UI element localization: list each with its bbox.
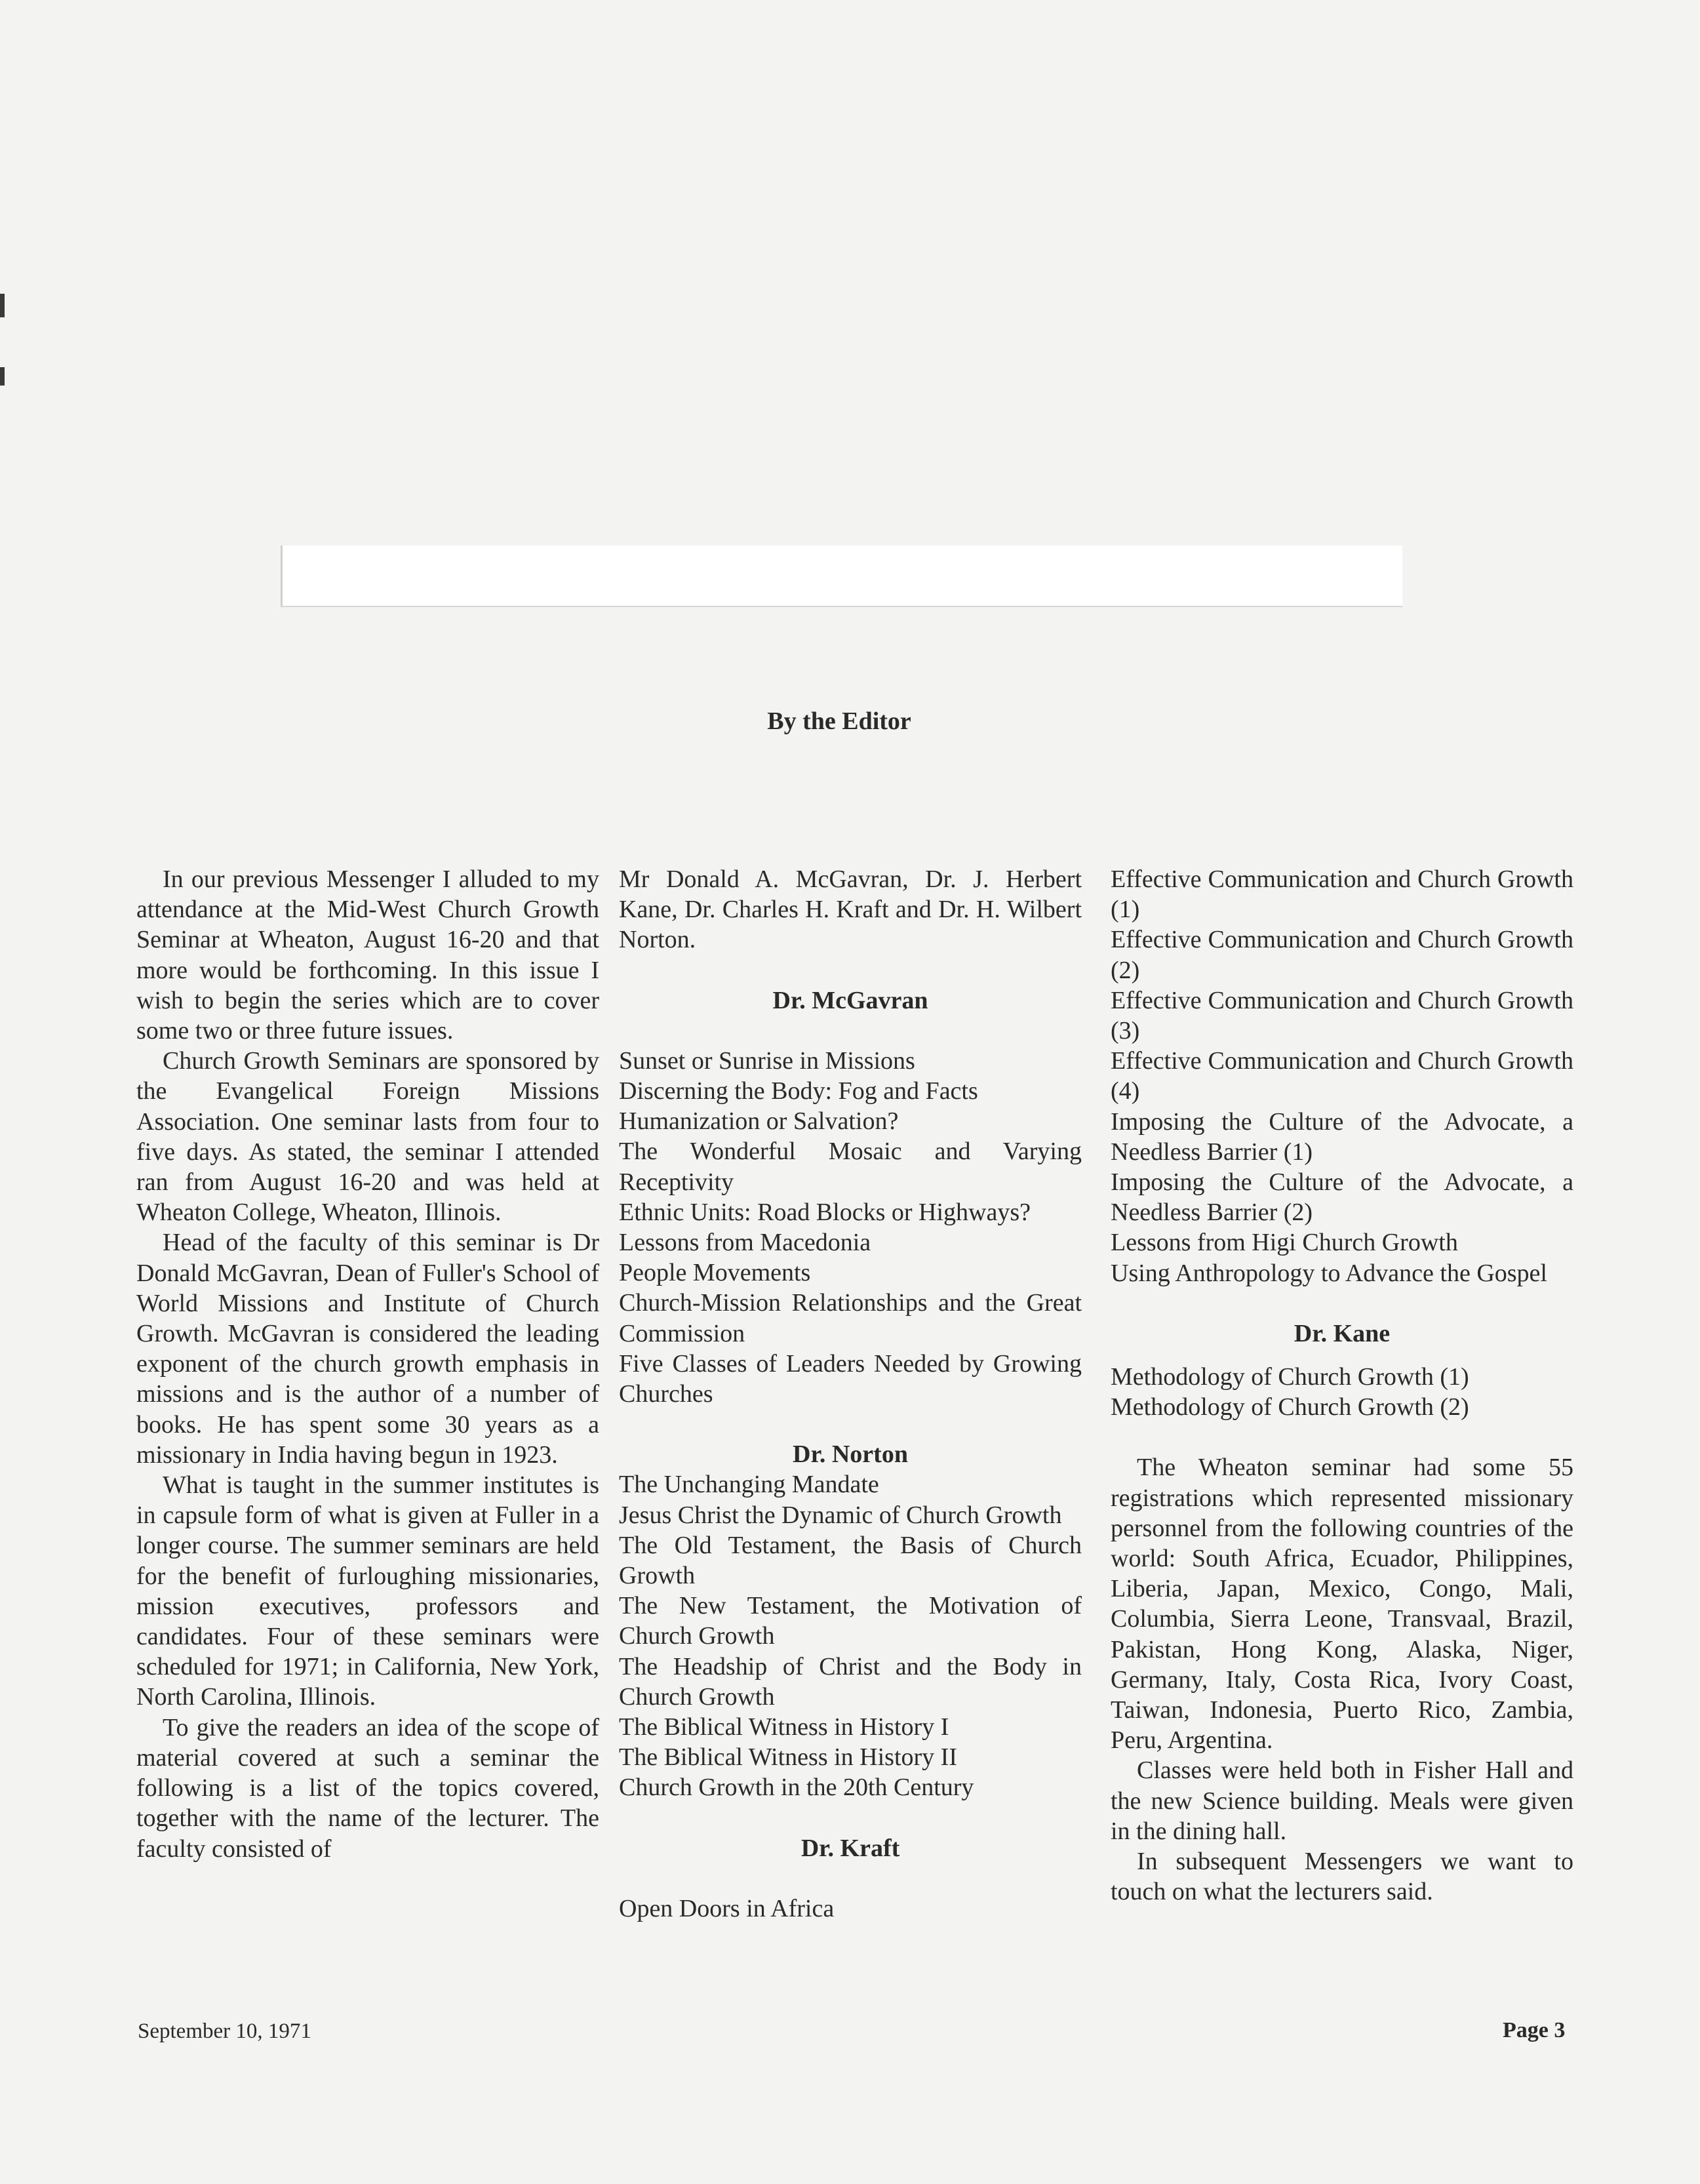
list-item: Ethnic Units: Road Blocks or Highways? <box>619 1198 1031 1226</box>
paragraph: In our previous Messenger I alluded to my attendance at the Mid-West Church Growth Seminar at Wheaton, August 16-20 and that more would be forthcoming. In this issue I wish to begin the series which are to cover some two or three future issues. <box>136 865 599 1045</box>
list-item: Lessons from Higi Church Growth <box>1111 1229 1458 1257</box>
topic-list-kane <box>1111 1362 1573 1422</box>
topic-list-kraft-continued <box>1111 864 1573 1288</box>
list-item: Methodology of Church Growth (1) <box>1111 1363 1469 1391</box>
column-2 <box>619 864 1082 1924</box>
byline: By the Editor <box>767 707 911 735</box>
list-item: The New Testament, the Motivation of Church Growth <box>619 1592 1082 1650</box>
list-item: Discerning the Body: Fog and Facts <box>619 1077 978 1105</box>
topic-list-mcgavran <box>619 1046 1082 1409</box>
list-item: The Wonderful Mosaic and Varying Receptivity <box>619 1138 1082 1196</box>
list-item: Effective Communication and Church Growth (2) <box>1111 926 1573 984</box>
list-item: Church-Mission Relationships and the Great Commission <box>619 1289 1082 1347</box>
list-item: Sunset or Sunrise in Missions <box>619 1046 915 1075</box>
list-item: Five Classes of Leaders Needed by Growing Churches <box>619 1349 1082 1408</box>
list-item: Jesus Christ the Dynamic of Church Growth <box>619 1501 1062 1529</box>
paragraph: What is taught in the summer institutes is in capsule form of what is given at Fuller in a longer course. The summer seminars are held for the benefit of furloughing missionaries, mission executives, professors and candidates. Four of these seminars were scheduled for 1971; in California, New York, North Carolina, Illinois. <box>136 1471 599 1711</box>
list-item: Lessons from Macedonia <box>619 1229 871 1257</box>
paragraph: Head of the faculty of this seminar is Dr Donald McGavran, Dean of Fuller's School of World Missions and Institute of Church Growth. McGavran is considered the leading exponent of the church growth emphasis in missions and is the author of a number of books. He has spent some 30 years as a missionary in India having begun in 1923. <box>136 1229 599 1469</box>
section-heading-kane: Dr. Kane <box>1294 1319 1391 1347</box>
section-heading-norton: Dr. Norton <box>793 1440 908 1469</box>
section-heading-mcgavran: Dr. McGavran <box>772 986 928 1014</box>
list-item: Imposing the Culture of the Advocate, a Needless Barrier (2) <box>1111 1168 1573 1227</box>
paragraph: To give the readers an idea of the scope of material covered at such a seminar the following is a list of the topics covered, together with the name of the lecturer. The faculty consisted of <box>136 1713 599 1863</box>
list-item: Open Doors in Africa <box>619 1894 835 1922</box>
list-item: The Old Testament, the Basis of Church Growth <box>619 1531 1082 1590</box>
paragraph: Classes were held both in Fisher Hall and the new Science building. Meals were given in the dining hall. <box>1111 1757 1573 1845</box>
page-number: Page 3 <box>1503 2018 1566 2042</box>
list-item: The Headship of Christ and the Body in Church Growth <box>619 1652 1082 1711</box>
paragraph: The Wheaton seminar had some 55 registrations which represented missionary personnel from the following countries of the world: South Africa, Ecuador, Philippines, Liberia, Japan, Mexico, Congo, Mali, Columbia, Sierra Leone, Transvaal, Brazil, Pakistan, Hong Kong, Alaska, Niger, Germany, Italy, Costa Rica, Ivory Coast, Taiwan, Indonesia, Puerto Rico, Zambia, Peru, Argentina. <box>1111 1454 1573 1755</box>
list-item: The Unchanging Mandate <box>619 1471 879 1499</box>
column-1 <box>136 864 599 1864</box>
topic-list-kraft <box>619 1894 1082 1924</box>
list-item: Humanization or Salvation? <box>619 1107 899 1136</box>
title-banner <box>281 546 1402 607</box>
footer-date: September 10, 1971 <box>138 2019 311 2043</box>
list-item: Effective Communication and Church Growth (3) <box>1111 986 1573 1045</box>
faculty-intro: Mr Donald A. McGavran, Dr. J. Herbert Kane, Dr. Charles H. Kraft and Dr. H. Wilbert Norton. <box>619 865 1082 954</box>
margin-mark <box>0 367 5 386</box>
topic-list-norton <box>619 1469 1082 1802</box>
list-item: Methodology of Church Growth (2) <box>1111 1393 1469 1421</box>
section-heading-kraft: Dr. Kraft <box>801 1834 900 1862</box>
paragraph: Church Growth Seminars are sponsored by the Evangelical Foreign Missions Association. One seminar lasts from four to five days. As stated, the seminar I attended ran from August 16-20 and was held at Wheaton College, Wheaton, Illinois. <box>136 1047 599 1227</box>
margin-mark <box>0 294 5 317</box>
list-item: Effective Communication and Church Growth (1) <box>1111 865 1573 924</box>
list-item: The Biblical Witness in History II <box>619 1743 957 1772</box>
list-item: Effective Communication and Church Growth (4) <box>1111 1047 1573 1105</box>
list-item: People Movements <box>619 1259 811 1287</box>
list-item: Church Growth in the 20th Century <box>619 1774 974 1802</box>
column-3 <box>1111 864 1573 1907</box>
list-item: Using Anthropology to Advance the Gospel <box>1111 1259 1547 1287</box>
list-item: Imposing the Culture of the Advocate, a Needless Barrier (1) <box>1111 1107 1573 1166</box>
list-item: The Biblical Witness in History I <box>619 1713 949 1741</box>
paragraph: In subsequent Messengers we want to touch on what the lecturers said. <box>1111 1848 1573 1906</box>
